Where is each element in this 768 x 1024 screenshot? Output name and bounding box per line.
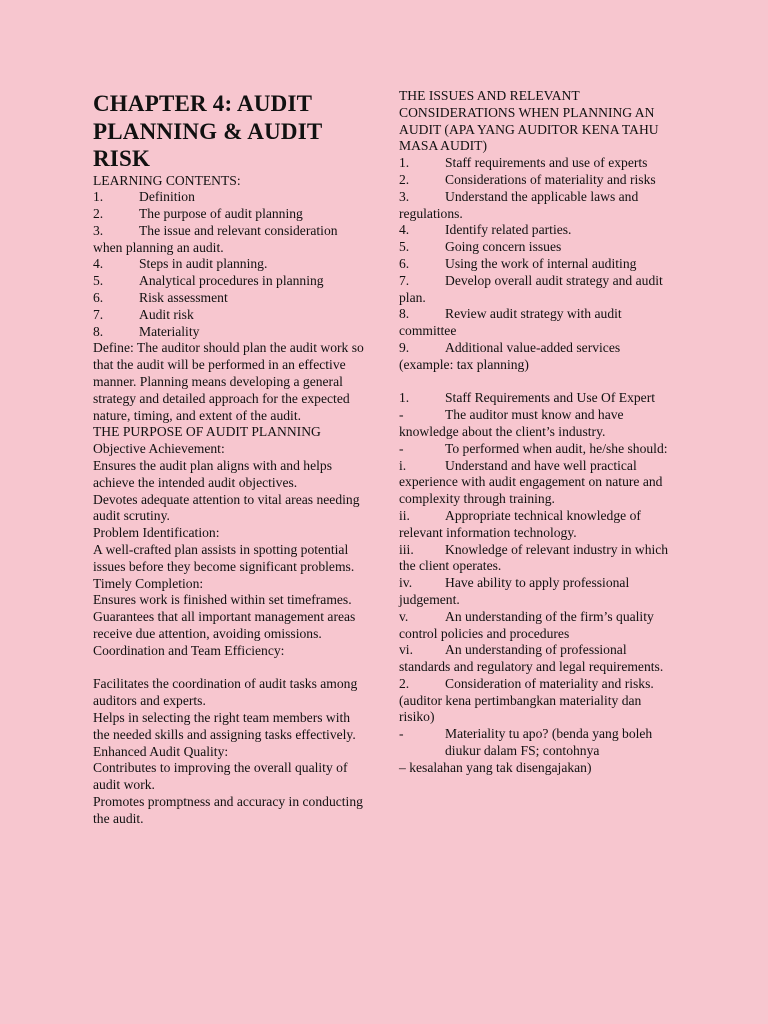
list-number: 3. [399,188,410,204]
list-item [399,407,675,441]
list-text: An understanding of the firm’s quality control policies and procedures [399,608,654,641]
materiality-point [399,726,675,760]
list-text: Using the work of internal auditing [445,255,637,271]
definition-paragraph: Define: The auditor should plan the audit work so that the audit will be performed in an effective manner. Planning means developing a general strategy and detailed approach for the expected nature, timing, and extent of the audit. [93,340,364,423]
list-text: To performed when audit, he/she should: [445,440,668,456]
list-number: iv. [399,575,413,591]
list-item [399,239,675,256]
quality-text-2: Promotes promptness and accuracy in conducting the audit. [93,793,363,826]
issues-heading: THE ISSUES AND RELEVANT CONSIDERATIONS WHEN PLANNING AN AUDIT (APA YANG AUDITOR KENA TAHU MASA AUDIT) [399,88,659,154]
list-text: An understanding of professional standards and regulatory and legal requirements. [399,642,664,675]
list-number: 5. [93,273,104,289]
list-text: Steps in audit planning. [139,256,268,272]
list-item [399,575,675,609]
list-item [399,542,675,576]
learning-contents-heading: LEARNING CONTENTS: [93,172,241,188]
list-item [399,642,675,676]
list-text: Considerations of materiality and risks [445,171,656,187]
list-item [399,306,675,340]
coordination-text-1: Facilitates the coordination of audit tasks among auditors and experts. [93,676,358,709]
materiality-heading [399,676,675,693]
list-item [93,290,369,307]
list-text: Have ability to apply professional judgement. [399,575,630,607]
list-text: The issue and relevant consideration when planning an audit. [93,222,338,255]
roman-list [399,458,675,676]
list-number: 2. [399,675,410,691]
materiality-note: (auditor kena pertimbangkan materiality dan risiko) [399,692,642,725]
list-number: 1. [93,189,104,205]
timely-text-2: Guarantees that all important management areas receive due attention, avoiding omissions. [93,609,356,642]
list-text: Understand the applicable laws and regulations. [399,188,639,221]
quality-heading: Enhanced Audit Quality: [93,743,229,759]
list-text: Materiality tu apo? (benda yang boleh diukur dalam FS; contohnya [445,726,653,759]
quality-text-1: Contributes to improving the overall quality of audit work. [93,760,348,793]
spacer [399,374,675,391]
list-item [93,206,369,223]
list-text: Additional value-added services (example: tax planning) [399,339,621,372]
list-number: - [399,440,404,456]
issues-list [399,155,675,373]
list-number: iii. [399,541,414,557]
timely-heading: Timely Completion: [93,575,204,591]
left-column [93,88,369,828]
list-text: Consideration of materiality and risks. [445,675,654,691]
list-number: 6. [93,290,104,306]
list-text: The purpose of audit planning [139,206,303,222]
list-text: Review audit strategy with audit committee [399,306,622,339]
list-item [93,273,369,290]
objective-text-2: Devotes adequate attention to vital areas needing audit scrutiny. [93,491,360,524]
list-text: Staff requirements and use of experts [445,155,648,171]
list-item [399,273,675,307]
list-number: 6. [399,255,410,271]
list-number: 5. [399,239,410,255]
list-item [399,609,675,643]
list-text: Going concern issues [445,239,562,255]
problem-text-1: A well-crafted plan assists in spotting potential issues before they become significant problems. [93,542,355,574]
list-item [399,441,675,458]
list-item [93,324,369,341]
list-item [399,172,675,189]
list-number: 8. [93,323,104,339]
list-item [399,155,675,172]
list-number: 7. [93,306,104,322]
list-item [93,307,369,324]
list-number: 9. [399,339,410,355]
list-text: Risk assessment [139,290,228,306]
list-number: ii. [399,507,410,523]
learning-contents-list [93,189,369,340]
objective-heading: Objective Achievement: [93,441,225,457]
timely-text-1: Ensures work is finished within set timeframes. [93,592,352,608]
list-text: Knowledge of relevant industry in which the client operates. [399,541,669,574]
right-column [399,88,675,777]
list-number: 2. [399,171,410,187]
list-item [399,508,675,542]
spacer [93,660,369,677]
list-number: v. [399,608,409,624]
list-text: Definition [139,189,195,205]
list-text: Understand and have well practical experience with audit engagement on nature and complexity through training. [399,457,663,507]
list-item [399,256,675,273]
coordination-heading: Coordination and Team Efficiency: [93,642,285,658]
problem-heading: Problem Identification: [93,525,220,541]
list-item [93,256,369,273]
list-text: Appropriate technical knowledge of relevant information technology. [399,507,641,540]
list-item [93,189,369,206]
list-number: 4. [399,222,410,238]
list-item [399,189,675,223]
list-text: Staff Requirements and Use Of Expert [445,390,656,406]
staff-points [399,407,675,457]
list-number: 7. [399,272,410,288]
list-item [399,222,675,239]
list-number: 1. [399,390,410,406]
list-text: The auditor must know and have knowledge about the client’s industry. [399,407,624,439]
list-number: - [399,407,404,423]
list-text: Analytical procedures in planning [139,273,324,289]
purpose-heading: THE PURPOSE OF AUDIT PLANNING [93,424,321,440]
list-text: Develop overall audit strategy and audit plan. [399,272,663,305]
list-number: i. [399,457,407,473]
list-number: - [399,726,404,742]
materiality-tail: – kesalahan yang tak disengajakan) [399,759,592,775]
list-number: 4. [93,256,104,272]
list-number: vi. [399,642,413,658]
list-number: 8. [399,306,410,322]
list-number: 1. [399,155,410,171]
chapter-title: CHAPTER 4: AUDIT PLANNING & AUDIT RISK [93,91,322,171]
coordination-text-2: Helps in selecting the right team members with the needed skills and assigning tasks effectively. [93,710,356,742]
list-text: Audit risk [139,306,194,322]
list-text: Materiality [139,323,200,339]
list-text: Identify related parties. [445,222,572,238]
list-number: 2. [93,206,104,222]
list-item [399,458,675,508]
objective-text-1: Ensures the audit plan aligns with and helps achieve the intended audit objectives. [93,458,332,490]
list-number: 3. [93,222,104,238]
list-item [399,340,675,374]
list-item [93,223,369,257]
staff-heading [399,390,675,407]
